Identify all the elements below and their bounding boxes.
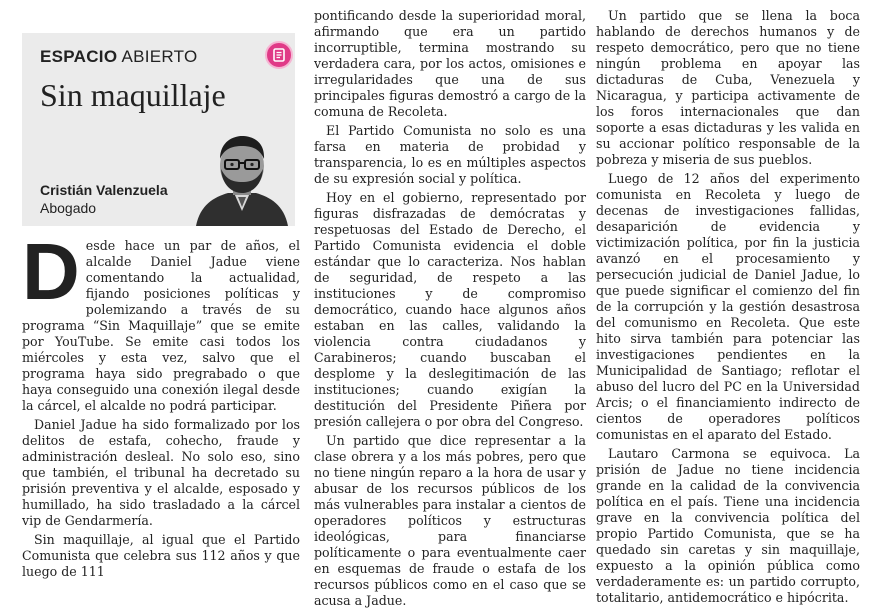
paragraph: Sin maquillaje, al igual que el Partido Comunista que celebra sus 112 años y que luego de 111 (22, 532, 300, 579)
headline: Sin maquillaje (40, 77, 226, 113)
author-role: Abogado (40, 200, 97, 216)
paragraph: El Partido Comunista no solo es una farsa en materia de probidad y transparencia, lo es en múltiples aspectos de su expresión social y política. (314, 123, 586, 186)
article-column-3 (596, 8, 860, 606)
document-icon (265, 41, 293, 69)
article-column-1 (22, 227, 300, 580)
section-label (40, 47, 198, 67)
paragraph: Luego de 12 años del experimento comunista en Recoleta y luego de decenas de investigaciones fallidas, desaparición de evidencia y victimización política, por fin la justicia avanzó en el procesamiento y persecución judicial de Daniel Jadue, lo que puede significar el comienzo del fin de la corrupción y la gestión desastrosa del comunismo en Recoleta. Que este hito sirva también para potenciar las investigaciones pendientes en la Municipalidad de Santiago; reflotar el abuso del lucro del PC en la Universidad Arcis; o el financiamiento indirecto de cientos de operadores políticos comunistas en el aparato del Estado. (596, 171, 860, 442)
paragraph: Daniel Jadue ha sido formalizado por los delitos de estafa, cohecho, fraude y administración desleal. No solo eso, sino que también, el tribunal ha decretado su prisión preventiva y el alcalde, esposado y humillado, ha sido trasladado a la cárcel vip de Gendarmería. (22, 417, 300, 528)
paragraph: Un partido que dice representar a la clase obrera y a los más pobres, pero que no tiene ningún reparo a la hora de usar y abusar de los recursos públicos de los más vulnerables para instalar a cientos de operadores políticos y estructuras ideológicas, para financiarse políticamente o para eventualmente caer en esquemas de fraude o estafa de los recursos públicos como en el caso que se acusa a Jadue. (314, 433, 586, 608)
paragraph (22, 227, 300, 414)
paragraph: Un partido que se llena la boca hablando de derechos humanos y de respeto democrático, pero que no tiene ningún problema en apoyar las dictaduras de Cuba, Venezuela y Nicaragua, y participa activamente de los foros internacionales que dan soporte a esas dictaduras y les valida en su accionar político responsable de la pobreza y miseria de sus pueblos. (596, 8, 860, 167)
paragraph: Hoy en el gobierno, representado por figuras disfrazadas de demócratas y respetuosas del Estado de Derecho, el Partido Comunista evidencia el doble estándar que lo caracteriza. Nos hablan de seguridad, de respeto a las instituciones y de compromiso democrático, cuando hace algunos años estaban en las calles, validando la violencia contra ciudadanos y Carabineros; cuando buscaban el desplome y la deslegitimación de las instituciones; cuando exigían la destitución del Presidente Piñera por presión callejera o por obra del Congreso. (314, 190, 586, 429)
section-label-bold: ESPACIO (40, 47, 118, 66)
column-header-box (22, 33, 295, 226)
author-name: Cristián Valenzuela (40, 182, 168, 198)
author-portrait (192, 133, 292, 226)
drop-cap: D (22, 227, 80, 316)
paragraph-text: esde hace un par de años, el alcalde Daniel Jadue viene comentando la actualidad, fijando posiciones políticas y polemizando a través de su programa “Sin Maquillaje” que se emite por YouTube. Se emite casi todos los miércoles y esta vez, salvo que el programa haya sido pregrabado o que haya conseguido una conexión ilegal desde la cárcel, el alcalde no podrá participar. (22, 238, 300, 413)
paragraph: Lautaro Carmona se equivoca. La prisión de Jadue no tiene incidencia grande en la calidad de la convivencia política en el país. Tiene una incidencia grave en la convivencia política del propio Partido Comunista, que se ha quedado sin caretas y sin maquillaje, expuesto a la opinión pública como verdaderamente es: un partido corrupto, totalitario, antidemocrático e hipócrita. (596, 446, 860, 605)
article-column-2 (314, 8, 586, 609)
section-label-light: ABIERTO (121, 47, 198, 66)
paragraph: pontificando desde la superioridad moral, afirmando que era un partido incorruptible, termina mostrando su verdadera cara, por los actos, omisiones e irregularidades que una de sus principales figuras demostró a cargo de la comuna de Recoleta. (314, 8, 586, 119)
